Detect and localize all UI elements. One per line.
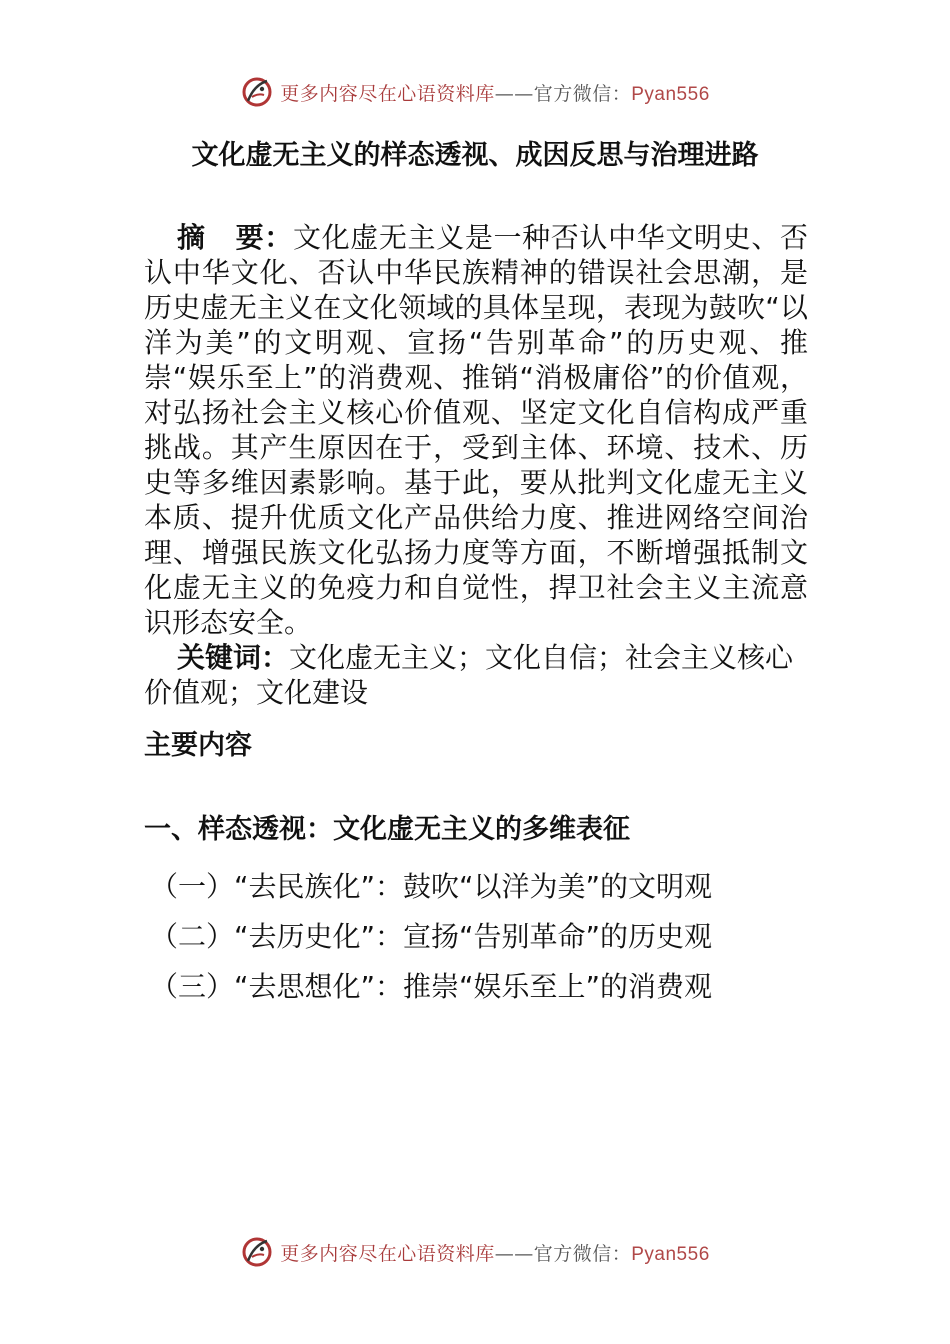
keywords-label: 关键词： <box>177 641 290 674</box>
abstract-label: 摘 <box>177 221 236 254</box>
footer-watermark <box>0 1232 950 1272</box>
subsection-item: （二）“去历史化”：宣扬“告别革命”的历史观 <box>150 920 713 953</box>
header-watermark <box>0 72 950 112</box>
subsection-item: （一）“去民族化”：鼓吹“以洋为美”的文明观 <box>150 870 713 903</box>
subsection-list <box>150 862 712 1012</box>
watermark-text: 更多内容尽在心语资料库——官方微信：Pyan556 <box>280 1242 710 1265</box>
abstract-text: 文化虚无主义是一种否认中华文明史、否认中华文化、否认中华民族精神的错误社会思潮，是历史虚无主义在文化领域的具体呈现，表现为鼓吹“以洋为美”的文明观、宣扬“告别革命”的历史观、推崇“娱乐至上”的消费观、推销“消极庸俗”的价值观，对弘扬社会主义核心价值观、坚定文化自信构成严重挑战。其产生原因在于，受到主体、环境、技术、历史等多维因素影响。基于此，要从批判文化虚无主义本质、提升优质文化产品供给力度、推进网络空间治理、增强民族文化弘扬力度等方面，不断增强抵制文化虚无主义的免疫力和自觉性，捍卫社会主义主流意识形态安全。 <box>144 221 808 639</box>
brand-logo-icon <box>240 75 274 109</box>
brand-logo-icon <box>240 1235 274 1269</box>
main-content-heading: 主要内容 <box>144 730 252 761</box>
abstract-paragraph <box>144 220 808 640</box>
section-heading: 一、样态透视：文化虚无主义的多维表征 <box>144 814 630 845</box>
subsection-item: （三）“去思想化”：推崇“娱乐至上”的消费观 <box>150 970 713 1003</box>
watermark-text: 更多内容尽在心语资料库——官方微信：Pyan556 <box>280 82 710 105</box>
document-title: 文化虚无主义的样态透视、成因反思与治理进路 <box>191 140 759 171</box>
keywords-paragraph <box>144 640 808 710</box>
abstract-block <box>144 220 808 710</box>
abstract-label-rest: 要： <box>235 221 293 254</box>
keywords-text: 文化虚无主义；文化自信；社会主义核心价值观；文化建设 <box>144 641 794 709</box>
